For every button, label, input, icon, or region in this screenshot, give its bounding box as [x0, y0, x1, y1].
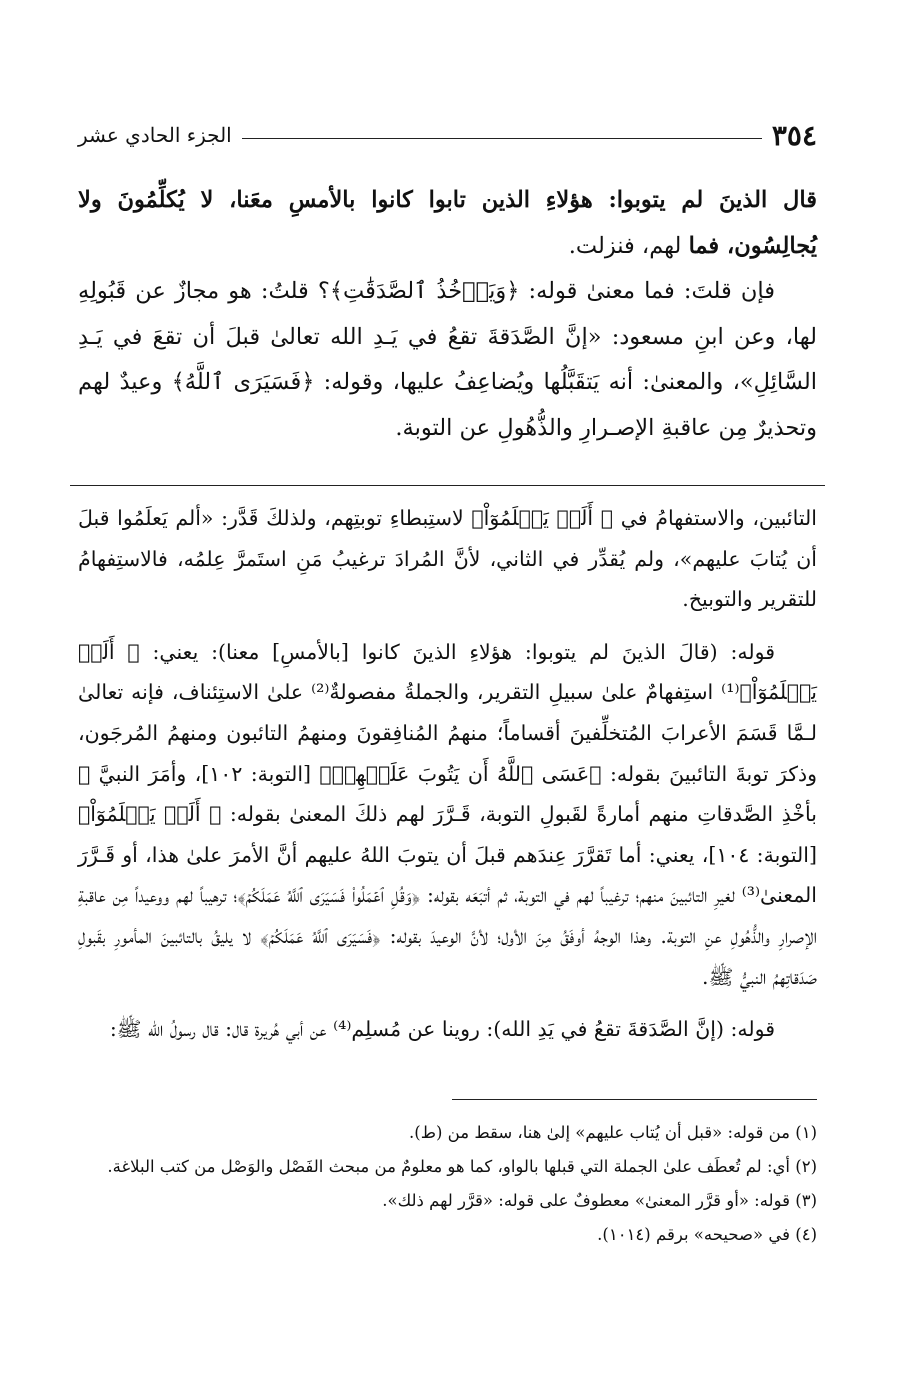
main-paragraph-1-lead: قال الذينَ لم يتوبوا: هؤلاءِ الذين تابوا كانوا بالأمسِ معَنا، لا يُكلِّمُونَ ولا يُجالِسُون، فما	[78, 187, 817, 259]
footnote-divider	[452, 1099, 817, 1100]
header-rule	[242, 138, 762, 139]
book-page	[78, 0, 817, 1396]
commentary-paragraph-1: التائبين، والاستفهامُ في ﴿ أَلَمۡ يَعۡلَمُوٓاْ﴾ لاستِبطاءِ توبتِهم، ولذلكَ قَدَّر: «ألم يَعلَمُوا قبلَ أن يُتابَ عليهم»، ولم يُقدِّر في الثاني، لأنَّ المُرادَ ترغيبُ مَنِ استَمرَّ عِلمُه، فالاستِفهامُ للتقرير والتوبيخ.	[78, 506, 817, 612]
page-number: ٣٥٤	[771, 118, 817, 152]
section-divider	[70, 485, 825, 486]
footnote-4: (٤) في «صحيحه» برقم (١٠١٤).	[597, 1225, 817, 1244]
main-paragraph-2: فإن قلتَ: فما معنىٰ قوله: ﴿وَيَأۡخُذُ ٱلصَّدَقَٰتِ﴾؟ قلتُ: هو مجازٌ عن قَبُولِهِ لها، وعن ابنِ مسعود: «إنَّ الصَّدَقةَ تقعُ في يَـدِ الله تعالىٰ قبلَ أن تقعَ في يَـدِ السَّائِلِ»، والمعنىٰ: أنه يَتقَبَّلُها ويُضاعِفُ عليها، وقوله: ﴿فَسَيَرَى ٱللَّهُ﴾ وعيدٌ لهم وتحذيرٌ مِن عاقبةِ الإصـرارِ والذُّهُولِ عن التوبة.	[78, 278, 817, 441]
footnote-3: (٣) قوله: «أو قرَّر المعنىٰ» معطوفٌ على قوله: «قرَّر لهم ذلك».	[382, 1191, 817, 1210]
footnotes	[78, 1116, 817, 1252]
footnote-1: (١) من قوله: «قبل أن يُتاب عليهم» إلىٰ هنا، سقط من (ط).	[409, 1123, 817, 1142]
main-text	[78, 178, 817, 451]
commentary-paragraph-2: قوله: (قالَ الذينَ لم يتوبوا: هؤلاءِ الذينَ كانوا [بالأمسِ] معنا): يعني: ﴿ أَلَمۡ يَعۡلَمُوٓاْ﴾⁽¹⁾ استِفهامٌ علىٰ سبيلِ التقرير، والجملةُ مفصولةٌ⁽²⁾ علىٰ الاستِئناف، فإنه تعالىٰ لـمَّا قَسَمَ الأعرابَ المُتخلِّفينَ أقساماً؛ منهمُ المُنافِقونَ ومنهمُ التائبون ومنهمُ المُرجَون، وذكرَ توبةَ التائبينَ بقوله: ﴿عَسَى ٱللَّهُ أَن يَتُوبَ عَلَيۡهِمۡ﴾ [التوبة: ١٠٢]، وأمَرَ النبيَّ ﷺ بأخْذِ الصَّدقاتِ منهم أمارةً لقَبولِ التوبة، قَـرَّرَ لهم ذلكَ المعنىٰ بقوله: ﴿ أَلَمۡ يَعۡلَمُوٓاْ﴾ [التوبة: ١٠٤]، يعني: أما تَقرَّرَ عِندَهم قبلَ أن يتوبَ اللهُ عليهم أنَّ الأمرَ علىٰ هذا، أو قَـرَّرَ المعنىٰ⁽³⁾ لغيرِ التائبينَ منهم؛ ترغيباً لهم في التوبة، ثم أتبَعَه بقوله: ﴿وَقُلِ ٱعۡمَلُواْ فَسَيَرَى ٱللَّهُ عَمَلَكُمۡ﴾؛ ترهيباً لهم ووعيداً مِن عاقبةِ الإصرارِ والذُّهُولِ عنِ التوبة. وهذا الوجهُ أوفَقُ مِنَ الأول؛ لأنَّ الوعيدَ بقوله: ﴿فَسَيَرَى ٱللَّهُ عَمَلَكُمۡ﴾ لا يليقُ بالتائبينَ المأمورِ بقَبولِ صَدَقاتِهمُ النبيُّ ﷺ.	[78, 639, 818, 989]
main-paragraph-1	[78, 178, 817, 269]
footnote-2: (٢) أي: لم تُعطَف علىٰ الجملة التي قبلها بالواو، كما هو معلومٌ من مبحث الفَصْل والوَصْل من كتب البلاغة.	[107, 1157, 817, 1176]
commentary-paragraph-3: قوله: (إنَّ الصَّدَقةَ تقعُ في يَدِ الله): روينا عن مُسلِم⁽⁴⁾ عن أبي هُريرة قال: قال رسولُ الله ﷺ:	[109, 1017, 775, 1042]
main-paragraph-1-end: لهم، فنزلت.	[568, 232, 682, 259]
running-title: الجزء الحادي عشر	[78, 123, 232, 147]
commentary-text	[78, 498, 817, 1050]
page-header	[78, 112, 817, 158]
